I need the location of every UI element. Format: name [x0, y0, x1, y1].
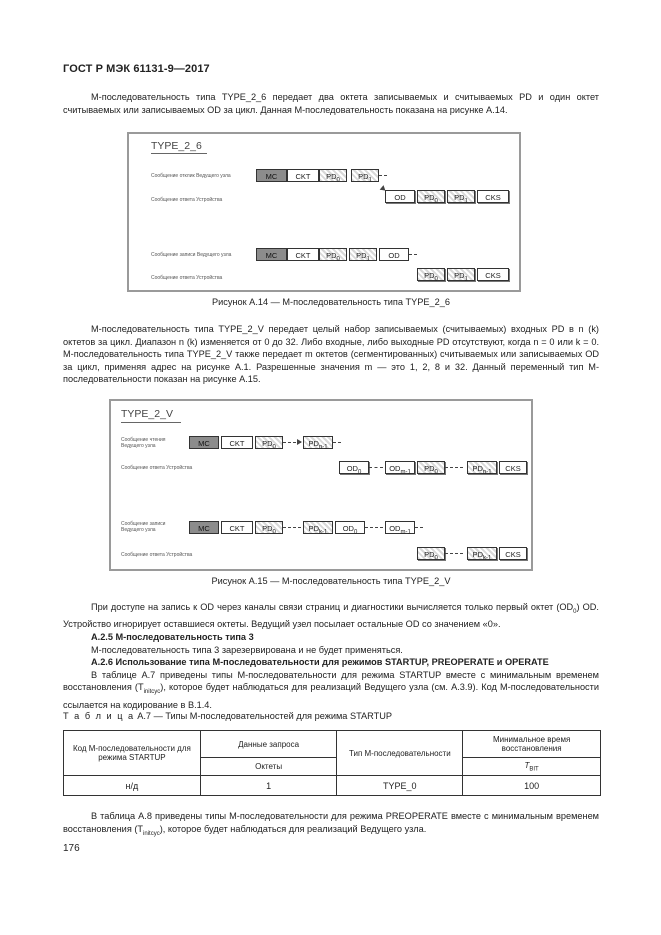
row-label: Сообщение ответа Устройства — [121, 552, 193, 558]
heading-a-2-5: A.2.5 М-последовательность типа 3 — [91, 632, 254, 643]
connector — [409, 254, 417, 255]
ckt-cell: CKT — [221, 436, 253, 449]
pd-cell: $PD_0$ — [319, 248, 347, 261]
document-header: ГОСТ Р МЭК 61131-9—2017 — [63, 63, 210, 75]
ckt-cell: CKT — [287, 169, 319, 182]
figure-a14 — [127, 132, 521, 292]
row-label: Сообщение ответа Устройства — [121, 465, 193, 471]
cks-cell: CKS — [477, 268, 509, 281]
cell-data: 1 — [200, 776, 337, 796]
section-text — [63, 601, 599, 711]
arrow-head — [297, 439, 302, 445]
pd-cell: $PD_1$ — [349, 248, 377, 261]
pd-cell: $PD_0$ — [255, 521, 283, 534]
ckt-cell: CKT — [287, 248, 319, 261]
od-cell: $OD_0$ — [335, 521, 365, 534]
paragraph-od-access: При доступе на запись к OD через каналы связи страниц и диагностики вычисляется только первый октет $(OD_0)$ OD. Устройство игнорирует оставшиеся октеты. Ведущий узел посылает остальные OD со значением «0». — [63, 602, 599, 630]
header-min-time: Минимальное время восстановления — [463, 731, 601, 758]
od-cell: OD — [385, 190, 415, 203]
pd-cell: $PD_{k-1}$ — [303, 521, 333, 534]
heading-a-2-6: A.2.6 Использование типа М-последовательности для режимов STARTUP, PREOPERATE и OPERATE — [91, 657, 549, 668]
paragraph-type-2-6: М-последовательность типа TYPE_2_6 передает два октета записываемых и считываемых PD и один октет считываемых или записываемых OD за цикл. Данная М-последовательность показана на рисунке А.14. — [63, 92, 599, 115]
figure-a14-title: TYPE_2_6 — [151, 140, 202, 152]
paragraph-type-3: М-последовательность типа 3 зарезервирована и не будет применяться. — [91, 644, 403, 655]
pd-cell: $PD_0$ — [417, 268, 445, 281]
figure-a15 — [109, 399, 533, 571]
connector — [333, 442, 341, 443]
mc-cell: MC — [256, 169, 287, 182]
header-code: Код М-последовательности для режима STARTUP — [64, 731, 201, 776]
row-label: Сообщение записи Ведущего узла — [121, 521, 166, 533]
pd-cell: $PD_{n-1}$ — [467, 461, 497, 474]
od-cell: $OD_0$ — [339, 461, 369, 474]
od-cell: OD — [379, 248, 409, 261]
pd-cell: $PD_0$ — [417, 190, 445, 203]
od-cell: $OD_{m-1}$ — [385, 461, 415, 474]
cks-cell: CKS — [499, 461, 527, 474]
paragraph-table-a8: В таблица А.8 приведены типы М-последовательности для режима PREOPERATE вместе с минимальным временем восстановления $(T_{initcyc})$, которое будет наблюдаться для реализаций Ведущего узла. — [63, 811, 599, 837]
row-label: Сообщение чтения Ведущего узла — [121, 437, 166, 449]
connector — [365, 527, 383, 528]
mc-cell: MC — [189, 521, 219, 534]
subheader-tbit: $T_{BIT}$ — [463, 758, 601, 776]
cks-cell: CKS — [499, 547, 527, 560]
figure-a14-caption: Рисунок А.14 — М-последовательность типа TYPE_2_6 — [211, 297, 450, 307]
row-label: Сообщение отклик Ведущего узла — [151, 173, 231, 179]
pd-cell: $PD_0$ — [417, 547, 445, 560]
page-number: 176 — [63, 843, 80, 854]
pd-cell: $PD_0$ — [319, 169, 347, 182]
od-cell: $OD_{m-1}$ — [385, 521, 415, 534]
connector — [445, 553, 463, 554]
ckt-cell: CKT — [221, 521, 253, 534]
connector — [283, 527, 301, 528]
connector — [415, 527, 423, 528]
connector — [379, 175, 387, 176]
row-label: Сообщение ответа Устройства — [151, 275, 223, 281]
cell-type: TYPE_0 — [337, 776, 463, 796]
pd-cell: $PD_1$ — [447, 190, 475, 203]
paragraph-table-a7: В таблице А.7 приведены типы М-последовательности для режима STARTUP вместе с минимальным временем восстановления $(T_{initcyc})$, которое будет наблюдаться для реализаций Ведущего узла (см. А.3.9). Код М-последовательности ссылается на кодирование в В.1.4. — [63, 669, 599, 710]
connector — [369, 467, 383, 468]
figure-a15-title: TYPE_2_V — [121, 408, 173, 420]
mc-cell: MC — [189, 436, 219, 449]
cell-code: н/д — [64, 776, 201, 796]
subheader-octets: Октеты — [200, 758, 337, 776]
title-underline — [151, 153, 207, 154]
mc-cell: MC — [256, 248, 287, 261]
header-type: Тип М-последовательности — [337, 731, 463, 776]
connector — [445, 467, 463, 468]
row-label: Сообщение записи Ведущего узла — [151, 252, 232, 258]
pd-cell: $PD_1$ — [447, 268, 475, 281]
pd-cell: $PD_1$ — [351, 169, 379, 182]
table-caption: Т а б л и ц а А.7 — Типы М-последовательностей для режима STARTUP — [63, 711, 392, 721]
row-label: Сообщение ответа Устройства — [151, 197, 223, 203]
pd-cell: $PD_{n-1}$ — [303, 436, 333, 449]
cell-min: 100 — [463, 776, 601, 796]
cks-cell: CKS — [477, 190, 509, 203]
header-data: Данные запроса — [200, 731, 337, 758]
pd-cell: $PD_{k-1}$ — [467, 547, 497, 560]
pd-cell: $PD_0$ — [417, 461, 445, 474]
pd-cell: $PD_0$ — [255, 436, 283, 449]
table-a7 — [63, 730, 601, 796]
figure-a15-caption: Рисунок А.15 — М-последовательность типа TYPE_2_V — [211, 576, 451, 586]
title-underline — [121, 422, 181, 423]
paragraph-type-2-v: М-последовательность типа TYPE_2_V передает целый набор записываемых (считываемых) входных PD в n (k) октетов за цикл. Диапазон n (k) изменяется от 0 до 32. Либо входные, либо выходные PD отсутствуют, когда n = 0 или k = 0. М-последовательность типа TYPE_2_V также передает m октетов (сегментированных) считываемых или записываемых OD за цикл, применяя адрес на рисунке А.1. Разрешенные значения m — это 1, 2, 8 и 32. Данный переменный тип М-последовательности показан на рисунке А.15. — [63, 324, 599, 385]
